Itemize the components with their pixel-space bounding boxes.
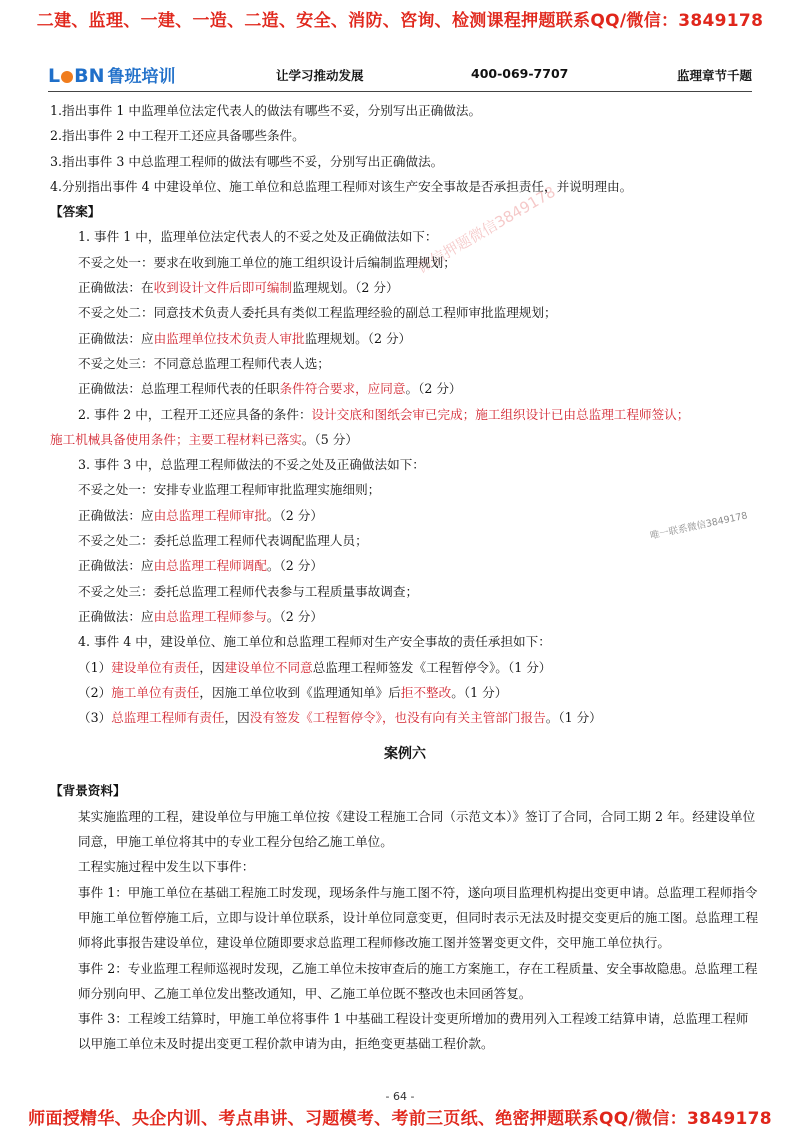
page-header	[48, 66, 752, 86]
header-series-title: 监理章节千题	[676, 68, 752, 83]
header-phone: 400-069-7707	[471, 66, 569, 81]
event-3-paragraph: 事件 3：工程竣工结算时，甲施工单位将事件 1 中基础工程设计变更所增加的费用列入工程竣工结算申请，总监理工程师以甲施工单位未及时提出变更工程价款申请为由，拒绝变更基础工程价款。	[78, 1011, 749, 1052]
answer-4-item-1: （1）建设单位有责任，因建设单位不同意总监理工程师签发《工程暂停令》。（1 分）	[78, 659, 552, 675]
answer-3-fix-3: 正确做法：应由总监理工程师参与。（2 分）	[78, 608, 323, 624]
answer-1-fix-2: 正确做法：应由监理单位技术负责人审批监理规划。（2 分）	[78, 330, 412, 346]
bottom-promo-banner: 师面授精华、央企内训、考点串讲、习题模考、考前三页纸、绝密押题联系QQ/微信：3849178	[28, 1109, 772, 1129]
header-slogan: 让学习推动发展	[276, 68, 364, 83]
answer-1-intro: 1. 事件 1 中，监理单位法定代表人的不妥之处及正确做法如下：	[78, 229, 438, 245]
background-paragraph: 工程实施过程中发生以下事件：	[78, 859, 255, 875]
document-body	[50, 98, 760, 1057]
answer-3-issue-3: 不妥之处三：委托总监理工程师代表参与工程质量事故调查；	[78, 583, 419, 599]
question-4: 4.分别指出事件 4 中建设单位、施工单位和总监理工程师对该生产安全事故是否承担责任，并说明理由。	[50, 178, 633, 194]
question-3: 3.指出事件 3 中总监理工程师的做法有哪些不妥，分别写出正确做法。	[50, 153, 444, 169]
answer-3-fix-1: 正确做法：应由总监理工程师审批。（2 分）	[78, 507, 323, 523]
answer-3-issue-2: 不妥之处二：委托总监理工程师代表调配监理人员；	[78, 533, 368, 549]
answer-1-fix-3: 正确做法：总监理工程师代表的任职条件符合要求，应同意。（2 分）	[78, 381, 462, 397]
answer-1-issue-3: 不妥之处三：不同意总监理工程师代表人选；	[78, 355, 330, 371]
top-promo-banner: 二建、监理、一建、一造、二造、安全、消防、咨询、检测课程押题联系QQ/微信：3849178	[36, 11, 764, 31]
background-heading: 【背景资料】	[50, 783, 126, 799]
answer-1-fix-1: 正确做法：在收到设计文件后即可编制监理规划。（2 分）	[78, 280, 399, 296]
background-paragraph: 某实施监理的工程，建设单位与甲施工单位按《建设工程施工合同（示范文本）》签订了合同，合同工期 2 年。经建设单位同意，甲施工单位将其中的专业工程分包给乙施工单位。	[78, 808, 756, 850]
answer-2-line-2: 施工机械具备使用条件；主要工程材料已落实。（5 分）	[50, 431, 358, 447]
question-2: 2.指出事件 2 中工程开工还应具备哪些条件。	[50, 128, 305, 144]
event-2-paragraph: 事件 2：专业监理工程师巡视时发现，乙施工单位未按审查后的施工方案施工，存在工程质量、安全事故隐患。总监理工程师分别向甲、乙施工单位发出整改通知，甲、乙施工单位既不整改也未回函答复。	[78, 960, 758, 1001]
answer-4-item-2: （2）施工单位有责任，因施工单位收到《监理通知单》后拒不整改。（1 分）	[78, 684, 508, 700]
case-title: 案例六	[384, 746, 426, 763]
header-divider	[48, 91, 752, 92]
page-number: - 64 -	[385, 1090, 415, 1103]
contact-watermark: 唯一联系微信3849178	[649, 510, 749, 542]
answer-4-item-3: （3）总监理工程师有责任，因没有签发《工程暂停令》，也没有向有关主管部门报告。（1 分）	[78, 710, 602, 726]
answer-heading: 【答案】	[50, 204, 101, 220]
diagonal-watermark: 微信押题微信3849178	[413, 182, 559, 277]
answer-1-issue-1: 不妥之处一：要求在收到施工单位的施工组织设计后编制监理规划；	[78, 254, 456, 270]
logo-o-dot-icon	[61, 71, 73, 83]
answer-3-issue-1: 不妥之处一：安排专业监理工程师审批监理实施细则；	[78, 482, 381, 498]
question-1: 1.指出事件 1 中监理单位法定代表人的做法有哪些不妥，分别写出正确做法。	[50, 103, 482, 118]
lobn-logo: L BN 鲁班培训	[48, 65, 176, 87]
answer-2-line-1: 2. 事件 2 中，工程开工还应具备的条件：设计交底和图纸会审已完成；施工组织设计已由总监理工程师签认；	[78, 406, 690, 422]
answer-4-intro: 4. 事件 4 中，建设单位、施工单位和总监理工程师对生产安全事故的责任承担如下：	[78, 634, 551, 650]
answer-1-issue-2: 不妥之处二：同意技术负责人委托具有类似工程监理经验的副总工程师审批监理规划；	[78, 305, 557, 321]
answer-3-intro: 3. 事件 3 中，总监理工程师做法的不妥之处及正确做法如下：	[78, 457, 425, 473]
answer-3-fix-2: 正确做法：应由总监理工程师调配。（2 分）	[78, 558, 323, 574]
event-1-paragraph: 事件 1：甲施工单位在基础工程施工时发现，现场条件与施工图不符，遂向项目监理机构提出变更申请。总监理工程师指令甲施工单位暂停施工后，立即与设计单位联系，设计单位同意变更，但同时表示无法及时提交变更后的施工图。总监理工程师将此事报告建设单位，建设单位随即要求总监理工程师修改施工图并签署变更文件，交甲施工单位执行。	[78, 884, 759, 951]
